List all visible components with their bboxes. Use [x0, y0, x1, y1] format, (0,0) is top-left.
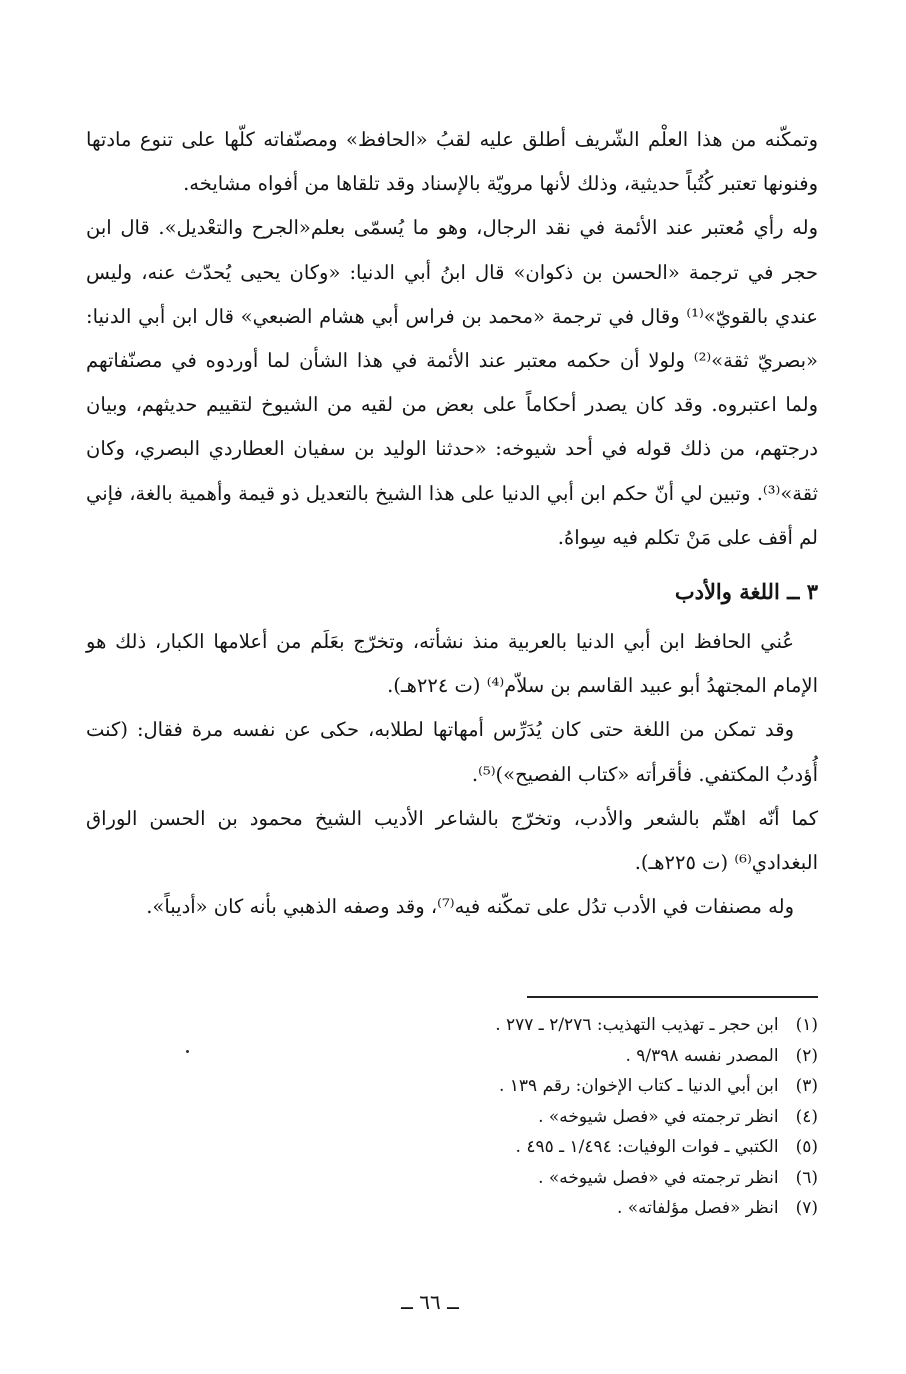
- footnote-number: (٤): [795, 1106, 818, 1127]
- footnote-separator: [527, 996, 818, 998]
- footnote-text: ابن أبي الدنيا ـ كتاب الإخوان: رقم ١٣٩ .: [498, 1076, 779, 1096]
- scan-speck: [186, 1050, 189, 1053]
- paragraph-teaching-language: وقد تمكن من اللغة حتى كان يُدَرِّس أمهاتها لطلابه، حكى عن نفسه مرة فقال: (كنت أُؤدبُ المكتفي. فأقرأته «كتاب الفصيح»)⁽⁵⁾.: [86, 718, 818, 786]
- footnote-number: (٣): [795, 1076, 818, 1096]
- footnote-number: (٢): [795, 1045, 818, 1066]
- footnote-number: (٧): [795, 1198, 818, 1218]
- footnote-item: [218, 1163, 818, 1194]
- footnote-text: المصدر نفسه ٩/٣٩٨ .: [625, 1045, 779, 1066]
- footnote-item: [218, 1132, 818, 1163]
- footnote-item: [218, 1041, 818, 1072]
- main-text: [86, 118, 818, 929]
- section-heading-language-literature: ٣ ــ اللغة والأدب: [674, 579, 818, 605]
- footnote-item: [218, 1102, 818, 1133]
- paragraph-hafiz-title: وتمكّنه من هذا العلْم الشّريف أطلق عليه لقبُ «الحافظ» ومصنّفاته كلّها على تنوع مادتها وفنونها تعتبر كُتُباً حديثية، وذلك لأنها مرويّة بالإسناد وقد تلقاها من أفواه مشايخه.: [86, 128, 818, 196]
- paragraph-arabic-study: عُني الحافظ ابن أبي الدنيا بالعربية منذ نشأته، وتخرّج بعَلَم من أعلامها الكبار، ذلك هو الإمام المجتهدُ أبو عبيد القاسم بن سلاّم⁽⁴⁾ (ت ٢٢٤هـ).: [86, 630, 818, 698]
- page-number: ــ ٦٦ ــ: [401, 1290, 459, 1314]
- footnote-text: الكتبي ـ فوات الوفيات: ١/٤٩٤ ـ ٤٩٥ .: [515, 1137, 779, 1157]
- footnote-item: [218, 1193, 818, 1224]
- footnote-number: (٦): [795, 1167, 818, 1188]
- footnotes-list: [218, 1010, 818, 1224]
- footnote-item: [218, 1071, 818, 1102]
- footnote-number: (١): [795, 1015, 818, 1035]
- paragraph-poetry: كما أنّه اهتّم بالشعر والأدب، وتخرّج بالشاعر الأديب الشيخ محمود بن الحسن الوراق البغدادي⁽⁶⁾ (ت ٢٢٥هـ).: [86, 806, 818, 875]
- paragraph-criticism: وله رأي مُعتبر عند الأئمة في نقد الرجال، وهو ما يُسمّى بعلم«الجرح والتعْديل». قال ابن حجر في ترجمة «الحسن بن ذكوان» قال ابنُ أبي الدنيا: «وكان يحيى يُحدّث عنه، وليس عندي بالقويّ»⁽¹⁾ وقال في ترجمة «محمد بن فراس أبي هشام الضبعي» قال ابن أبي الدنيا: «بصريّ ثقة»⁽²⁾ ولولا أن حكمه معتبر عند الأئمة في هذا الشأن لما أوردوه في مصنّفاتهم ولما اعتبروه. وقد كان يصدر أحكاماً على بعض من لقيه من الشيوخ لتقييم حديثهم، وبيان درجتهم، من ذلك قوله في أحد شيوخه: «حدثنا الوليد بن سفيان العطاردي البصري، وكان ثقة»⁽³⁾. وتبين لي أنّ حكم ابن أبي الدنيا على هذا الشيخ بالتعديل ذو قيمة وأهمية بالغة، فإني لم أقف على مَنْ تكلم فيه سِواهُ.: [86, 216, 818, 549]
- paragraph-literary-works: وله مصنفات في الأدب تدُل على تمكّنه فيه⁽⁷⁾، وقد وصفه الذهبي بأنه كان «أديباً».: [146, 895, 794, 919]
- footnote-item: [218, 1010, 818, 1041]
- footnote-text: انظر ترجمته في «فصل شيوخه» .: [538, 1106, 779, 1127]
- footnote-text: انظر «فصل مؤلفاته» .: [616, 1198, 779, 1218]
- footnote-text: ابن حجر ـ تهذيب التهذيب: ٢/٢٧٦ ـ ٢٧٧ .: [495, 1015, 779, 1035]
- footnote-number: (٥): [795, 1137, 818, 1157]
- footnote-text: انظر ترجمته في «فصل شيوخه» .: [538, 1167, 779, 1188]
